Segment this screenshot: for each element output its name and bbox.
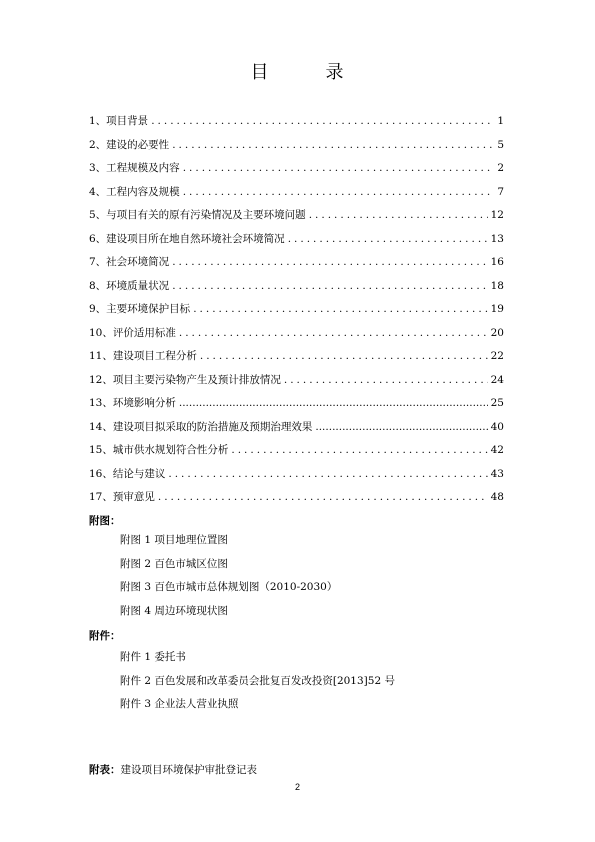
attachment-item[interactable]: 附件 1 委托书 — [120, 651, 186, 663]
attachment-item[interactable]: 附件 2 百色发展和改革委员会批复百发改投资[2013]52 号 — [120, 674, 395, 687]
toc-leader — [200, 345, 488, 369]
toc-label: 5、与项目有关的原有污染情况及主要环境问题 — [89, 209, 306, 221]
toc-page: 48 — [490, 491, 504, 503]
figure-item[interactable]: 附图 1 项目地理位置图 — [120, 534, 228, 546]
toc-entry[interactable] — [89, 392, 504, 416]
toc-page: 1 — [497, 115, 504, 127]
toc-page: 22 — [490, 350, 504, 362]
toc-page: 25 — [490, 397, 504, 409]
toc-entry[interactable] — [89, 275, 504, 299]
toc-entry[interactable] — [89, 110, 504, 134]
title-char-1: 目 — [250, 62, 270, 83]
page-title — [0, 58, 595, 84]
toc-label: 8、环境质量状况 — [89, 279, 170, 292]
toc-entry[interactable] — [89, 463, 504, 487]
toc-label: 4、工程内容及规模 — [89, 185, 180, 198]
toc-leader — [151, 110, 494, 134]
figure-item[interactable]: 附图 3 百色市城市总体规划图（2010-2030） — [120, 581, 338, 593]
toc-label: 17、预审意见 — [89, 491, 155, 503]
toc-leader — [284, 369, 488, 393]
toc-page: 18 — [490, 279, 504, 292]
toc-leader — [172, 134, 494, 158]
toc-label: 9、主要环境保护目标 — [89, 303, 191, 315]
toc-entry[interactable] — [89, 322, 504, 346]
toc-page: 2 — [497, 162, 504, 174]
toc-label: 2、建设的必要性 — [89, 138, 170, 151]
attachment-item[interactable]: 附件 3 企业法人营业执照 — [120, 698, 239, 710]
toc-label: 16、结论与建议 — [89, 467, 166, 480]
toc-label: 6、建设项目所在地自然环境社会环境简况 — [89, 232, 285, 245]
toc-entry[interactable] — [89, 345, 504, 369]
toc-entry[interactable] — [89, 204, 504, 228]
toc-page: 7 — [497, 185, 504, 198]
toc-label: 12、项目主要污染物产生及预计排放情况 — [89, 373, 281, 386]
toc-page: 42 — [490, 444, 504, 456]
toc-leader — [158, 486, 488, 510]
toc-entry[interactable] — [89, 134, 504, 158]
toc-page: 19 — [490, 303, 504, 315]
page-number: 2 — [294, 782, 300, 792]
toc-page: 13 — [490, 232, 504, 245]
toc-leader — [179, 392, 488, 416]
toc-leader — [288, 228, 488, 252]
figures-heading: 附图： — [89, 515, 121, 527]
toc-entry[interactable] — [89, 298, 504, 322]
toc-leader — [172, 275, 487, 299]
toc-entry[interactable] — [89, 439, 504, 463]
toc-leader — [193, 298, 487, 322]
toc-page: 16 — [490, 256, 504, 268]
toc-entry[interactable] — [89, 228, 504, 252]
appendix-table-text[interactable]: 建设项目环境保护审批登记表 — [120, 764, 257, 776]
toc-label: 10、评价适用标准 — [89, 326, 176, 339]
appendix-table-line — [89, 762, 257, 777]
toc-leader — [183, 181, 495, 205]
toc-page: 40 — [490, 420, 504, 433]
attachments-heading: 附件： — [89, 630, 121, 642]
toc-label: 7、社会环境简况 — [89, 256, 170, 268]
appendix-table-label: 附表： — [89, 764, 121, 776]
toc-page: 20 — [490, 326, 504, 339]
title-char-2: 录 — [325, 62, 345, 83]
toc-entry[interactable] — [89, 486, 504, 510]
figure-item[interactable]: 附图 4 周边环境现状图 — [120, 604, 228, 617]
toc-entry[interactable] — [89, 181, 504, 205]
toc-label: 11、建设项目工程分析 — [89, 350, 197, 362]
table-of-contents — [89, 110, 504, 510]
figure-item[interactable]: 附图 2 百色市城区位图 — [120, 557, 228, 570]
toc-leader — [309, 204, 488, 228]
toc-label: 14、建设项目拟采取的防治措施及预期治理效果 — [89, 420, 313, 433]
toc-page: 5 — [497, 138, 504, 151]
toc-page: 12 — [490, 209, 504, 221]
figures-list — [120, 529, 337, 623]
toc-label: 1、项目背景 — [89, 115, 149, 127]
toc-entry[interactable] — [89, 369, 504, 393]
toc-entry[interactable] — [89, 416, 504, 440]
toc-leader — [179, 322, 488, 346]
attachments-list — [120, 646, 395, 717]
toc-leader — [172, 251, 487, 275]
toc-leader — [315, 416, 487, 440]
toc-leader — [231, 439, 487, 463]
toc-page: 24 — [490, 373, 504, 386]
toc-entry[interactable] — [89, 251, 504, 275]
toc-page: 43 — [490, 467, 504, 480]
toc-label: 13、环境影响分析 — [89, 397, 176, 409]
toc-label: 3、工程规模及内容 — [89, 162, 180, 174]
toc-leader — [183, 157, 495, 181]
toc-entry[interactable] — [89, 157, 504, 181]
toc-leader — [168, 463, 487, 487]
toc-label: 15、城市供水规划符合性分析 — [89, 444, 229, 456]
